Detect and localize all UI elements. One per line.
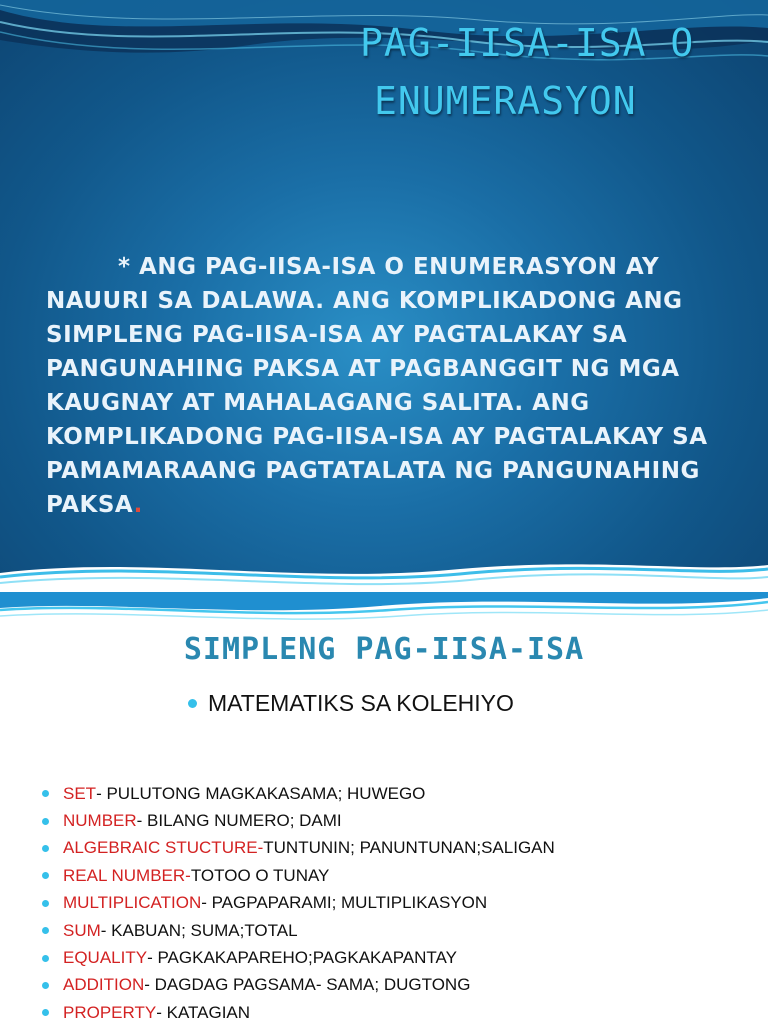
body-period: . — [133, 492, 143, 518]
term-label: ADDITION — [63, 975, 145, 995]
term-definition: TOTOO O TUNAY — [190, 865, 330, 885]
term-definition: - PAGKAKAPAREHO;PAGKAKAPANTAY — [147, 948, 457, 968]
bullet-icon — [42, 790, 49, 797]
subtitle-item — [188, 690, 514, 717]
term-definition: - KATAGIAN — [156, 1002, 251, 1022]
wave-decoration-bottom — [0, 555, 768, 592]
term-label: PROPERTY — [63, 1002, 157, 1022]
bullet-icon — [42, 982, 49, 989]
list-item — [42, 999, 555, 1024]
term-list — [42, 780, 555, 1024]
bullet-icon — [42, 1009, 49, 1016]
bullet-icon — [42, 955, 49, 962]
slide-title: SIMPLENG PAG-IISA-ISA — [183, 632, 585, 667]
subtitle-text: MATEMATIKS SA KOLEHIYO — [208, 690, 514, 716]
term-definition: TUNTUNIN; PANUNTUNAN;SALIGAN — [263, 838, 555, 858]
term-label: EQUALITY — [63, 948, 148, 968]
title-line-1: PAG-IISA-ISA O — [360, 21, 695, 65]
list-item — [42, 890, 555, 917]
term-label: SUM — [63, 920, 101, 940]
term-definition: - BILANG NUMERO; DAMI — [136, 811, 342, 831]
term-definition: - PULUTONG MAGKAKASAMA; HUWEGO — [96, 783, 426, 803]
bullet-icon — [188, 699, 197, 708]
term-label: SET — [63, 783, 97, 803]
body-paragraph: * ANG PAG-IISA-ISA O ENUMERASYON AY NAUURI SA DALAWA. ANG KOMPLIKADONG ANG SIMPLENG PAG-IISA-ISA AY PAGTALAKAY SA PANGUNAHING PAKSA AT PAGBANGGIT NG MGA KAUGNAY AT MAHALAGANG SALITA. ANG KOMPLIKADONG PAG-IISA-ISA AY PAGTALAKAY SA PAMAMARAANG PAGTATALATA NG PANGUNAHING PAKSA — [46, 254, 708, 518]
term-label: MULTIPLICATION — [63, 893, 202, 913]
bullet-icon — [42, 872, 49, 879]
bullet-icon — [42, 900, 49, 907]
list-item — [42, 835, 555, 862]
title-line-2: ENUMERASYON — [374, 79, 637, 123]
bullet-icon — [42, 927, 49, 934]
slide-simpleng-pag-iisa-isa — [0, 592, 768, 1024]
list-item — [42, 917, 555, 944]
bullet-icon — [42, 818, 49, 825]
list-item — [42, 862, 555, 889]
term-definition: - DAGDAG PAGSAMA- SAMA; DUGTONG — [144, 975, 471, 995]
list-item — [42, 807, 555, 834]
wave-decoration-slide2 — [0, 592, 768, 630]
term-definition: - KABUAN; SUMA;TOTAL — [100, 920, 298, 940]
term-definition: - PAGPAPARAMI; MULTIPLIKASYON — [201, 893, 488, 913]
slide-body-text — [46, 250, 736, 522]
slide-title — [360, 14, 760, 130]
list-item — [42, 944, 555, 971]
list-item — [42, 972, 555, 999]
term-label: NUMBER — [63, 811, 137, 831]
list-item — [42, 780, 555, 807]
term-label: REAL NUMBER- — [63, 865, 191, 885]
bullet-icon — [42, 845, 49, 852]
term-label: ALGEBRAIC STUCTURE- — [63, 838, 264, 858]
